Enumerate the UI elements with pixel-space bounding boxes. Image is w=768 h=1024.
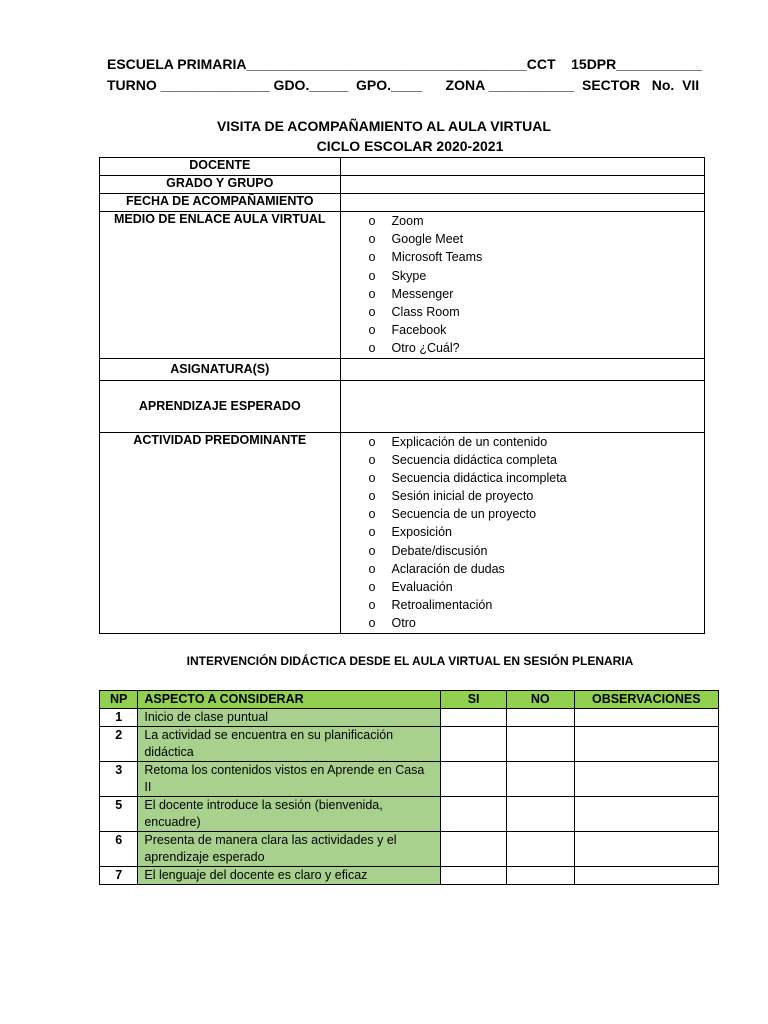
row-number: 1 [100,709,138,727]
actividad-option[interactable] [369,433,704,451]
bullet-icon: o [368,250,376,265]
actividad-option-label: Exposición [391,525,452,540]
bullet-icon: o [368,268,376,283]
actividad-option[interactable] [369,560,704,578]
bullet-icon: o [368,543,376,558]
bullet-icon: o [368,598,376,613]
actividad-option-label: Explicación de un contenido [391,434,548,449]
actividad-option[interactable] [369,578,704,596]
row-no-cell[interactable] [506,867,574,885]
medio-options-list [341,212,704,358]
checklist-header-row [100,691,719,709]
checklist-body [100,709,719,885]
medio-option[interactable] [369,285,704,303]
actividad-option[interactable] [369,487,704,505]
row-si-cell[interactable] [441,832,507,867]
row-observaciones-cell[interactable] [574,867,718,885]
actividad-option[interactable] [369,596,704,614]
row-number: 2 [100,727,138,762]
bullet-icon: o [368,323,376,338]
row-observaciones-cell[interactable] [574,762,718,797]
label-actividad: ACTIVIDAD PREDOMINANTE [100,432,341,633]
bullet-icon: o [368,452,376,467]
row-observaciones-cell[interactable] [574,727,718,762]
bullet-icon: o [368,561,376,576]
col-aspecto: ASPECTO A CONSIDERAR [138,691,441,709]
row-no-cell[interactable] [506,797,574,832]
actividad-option-label: Secuencia de un proyecto [391,507,537,522]
row-observaciones-cell[interactable] [574,709,718,727]
medio-option[interactable] [369,339,704,357]
actividad-option[interactable] [369,469,704,487]
row-grado [100,176,705,194]
medio-option[interactable] [369,248,704,266]
label-fecha: FECHA DE ACOMPAÑAMIENTO [100,194,341,212]
row-no-cell[interactable] [506,709,574,727]
table-row [100,709,719,727]
row-aprendizaje [100,380,705,432]
row-no-cell[interactable] [506,727,574,762]
document-title: VISITA DE ACOMPAÑAMIENTO AL AULA VIRTUAL [217,118,551,134]
row-asignatura [100,358,705,380]
bullet-icon: o [368,489,376,504]
row-fecha [100,194,705,212]
col-observaciones: OBSERVACIONES [574,691,718,709]
actividad-option[interactable] [369,614,704,632]
header-school-line: ESCUELA PRIMARIA____________________________________CCT 15DPR___________ [107,56,702,72]
bullet-icon: o [368,304,376,319]
table-row [100,797,719,832]
col-np: NP [100,691,138,709]
bullet-icon: o [368,434,376,449]
row-actividad [100,432,705,633]
bullet-icon: o [368,286,376,301]
table-row [100,867,719,885]
row-si-cell[interactable] [441,797,507,832]
medio-option-label: Skype [391,268,427,283]
row-number: 7 [100,867,138,885]
bullet-icon: o [368,341,376,356]
header-shift-line: TURNO ______________ GDO._____ GPO.____ ZONA ___________ SECTOR No. VII [107,77,700,93]
row-number: 5 [100,797,138,832]
section-title: INTERVENCIÓN DIDÁCTICA DESDE EL AULA VIRTUAL EN SESIÓN PLENARIA [186,654,634,668]
medio-option[interactable] [369,267,704,285]
label-docente: DOCENTE [100,158,341,176]
table-row [100,727,719,762]
row-medio [100,212,705,359]
bullet-icon: o [368,232,376,247]
actividad-option-label: Secuencia didáctica completa [391,452,557,467]
row-aspecto: La actividad se encuentra en su planificación didáctica [138,727,441,762]
row-aspecto: El lenguaje del docente es claro y eficaz [138,867,441,885]
medio-option[interactable] [369,321,704,339]
field-medio [340,212,704,359]
field-asignatura[interactable] [340,358,704,380]
label-medio: MEDIO DE ENLACE AULA VIRTUAL [100,212,341,359]
row-aspecto: Presenta de manera clara las actividades y el aprendizaje esperado [138,832,441,867]
actividad-option[interactable] [369,451,704,469]
row-no-cell[interactable] [506,832,574,867]
info-table [99,157,705,634]
actividad-option-label: Sesión inicial de proyecto [391,489,534,504]
row-si-cell[interactable] [441,867,507,885]
medio-option-label: Class Room [391,304,460,319]
bullet-icon: o [368,507,376,522]
row-observaciones-cell[interactable] [574,832,718,867]
label-asignatura: ASIGNATURA(S) [100,358,341,380]
field-aprendizaje[interactable] [340,380,704,432]
label-aprendizaje: APRENDIZAJE ESPERADO [100,380,341,432]
label-grado: GRADO Y GRUPO [100,176,341,194]
actividad-options-list [341,433,704,633]
field-docente[interactable] [340,158,704,176]
row-aspecto: Inicio de clase puntual [138,709,441,727]
medio-option[interactable] [369,212,704,230]
row-docente [100,158,705,176]
row-observaciones-cell[interactable] [574,797,718,832]
table-row [100,762,719,797]
medio-option[interactable] [369,230,704,248]
row-no-cell[interactable] [506,762,574,797]
medio-option-label: Messenger [391,286,454,301]
bullet-icon: o [368,214,376,228]
actividad-option-label: Otro [391,616,416,631]
bullet-icon: o [368,525,376,540]
field-fecha[interactable] [340,194,704,212]
table-row [100,832,719,867]
actividad-option[interactable] [369,542,704,560]
row-aspecto: Retoma los contenidos vistos en Aprende en Casa II [138,762,441,797]
checklist-table [99,690,719,885]
row-si-cell[interactable] [441,727,507,762]
actividad-option-label: Retroalimentación [391,598,493,613]
row-number: 6 [100,832,138,867]
col-no: NO [506,691,574,709]
row-si-cell[interactable] [441,709,507,727]
actividad-option-label: Evaluación [391,580,453,594]
field-actividad [340,432,704,633]
row-aspecto: El docente introduce la sesión (bienvenida, encuadre) [138,797,441,832]
document-subtitle: CICLO ESCOLAR 2020-2021 [316,138,504,154]
bullet-icon: o [368,616,376,631]
medio-option-label: Microsoft Teams [391,250,483,265]
actividad-option-label: Debate/discusión [391,543,488,558]
medio-option-label: Zoom [391,214,424,228]
row-si-cell[interactable] [441,762,507,797]
row-number: 3 [100,762,138,797]
field-grado[interactable] [340,176,704,194]
medio-option-label: Otro ¿Cuál? [391,341,460,356]
actividad-option[interactable] [369,523,704,541]
col-si: SI [441,691,507,709]
actividad-option-label: Aclaración de dudas [391,561,505,576]
actividad-option-label: Secuencia didáctica incompleta [391,470,567,485]
actividad-option[interactable] [369,505,704,523]
medio-option-label: Google Meet [391,232,464,247]
bullet-icon: o [368,470,376,485]
medio-option[interactable] [369,303,704,321]
bullet-icon: o [368,580,376,594]
medio-option-label: Facebook [391,323,447,338]
